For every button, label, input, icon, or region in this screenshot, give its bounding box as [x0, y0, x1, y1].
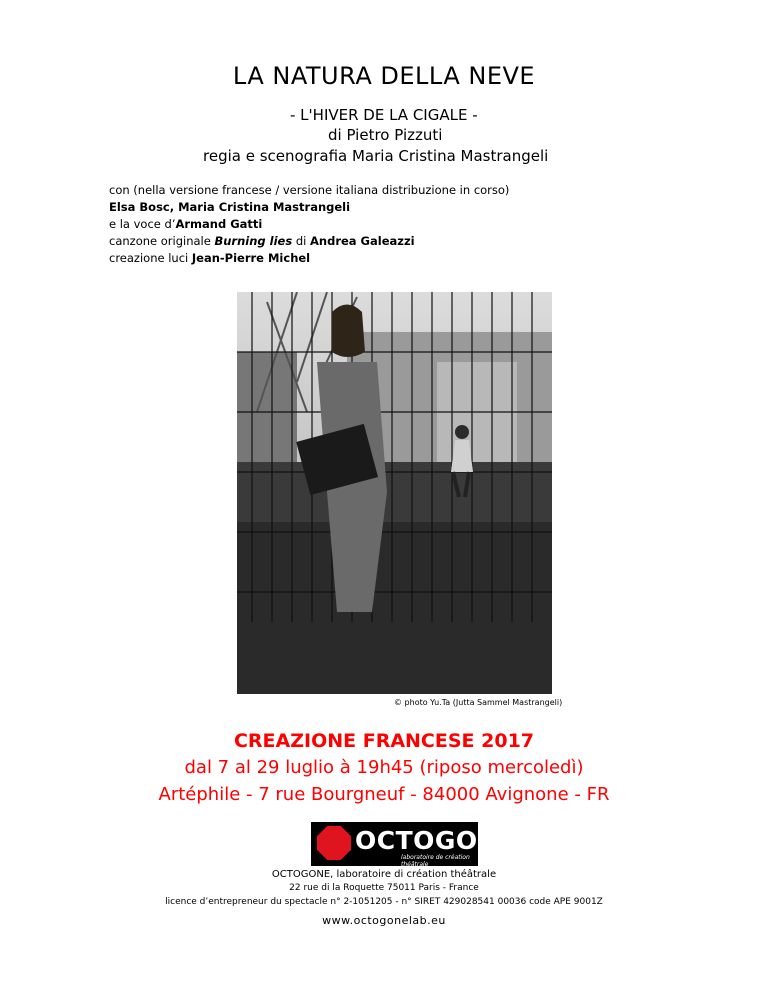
- poster-subtitle: - L'HIVER DE LA CIGALE -: [290, 106, 478, 124]
- author-line: di Pietro Pizzuti: [328, 126, 443, 144]
- voice-prefix: e la voce d’: [109, 217, 176, 231]
- event-headline: CREAZIONE FRANCESE 2017: [233, 730, 535, 752]
- song-mid: di: [292, 234, 310, 248]
- footer-org: OCTOGONE, laboratoire di création théâtrale: [271, 869, 497, 880]
- logo-tagline: laboratoire de création théâtrale: [401, 854, 470, 868]
- song-prefix: canzone originale: [109, 234, 215, 248]
- octogone-logo: [311, 822, 517, 868]
- actors: Elsa Bosc, Maria Cristina Mastrangeli: [109, 200, 351, 214]
- octagon-icon: [317, 826, 351, 860]
- song-title: Burning lies: [214, 234, 293, 248]
- lights-name: Jean-Pierre Michel: [191, 251, 311, 265]
- footer-license: licence d’entrepreneur du spectacle n° 2-1051205 - n° SIRET 429028541 00036 code APE 9001Z: [165, 897, 603, 907]
- director-line: regia e scenografia Maria Cristina Mastrangeli: [203, 147, 549, 165]
- credits-intro: con (nella versione francese / versione italiana distribuzione in corso): [109, 183, 510, 197]
- footer-address: 22 rue di la Roquette 75011 Paris - France: [289, 883, 479, 893]
- voice-name: Armand Gatti: [175, 217, 263, 231]
- event-venue: Artéphile - 7 rue Bourgneuf - 84000 Avignone - FR: [158, 784, 610, 805]
- production-photo: [237, 292, 552, 694]
- song-author: Andrea Galeazzi: [310, 234, 415, 248]
- photo-caption: © photo Yu.Ta (Jutta Sammel Mastrangeli): [394, 698, 563, 707]
- website-link[interactable]: www.octogonelab.eu: [322, 914, 446, 927]
- credits-block: [109, 182, 509, 267]
- lights-prefix: creazione luci: [109, 251, 192, 265]
- event-dates: dal 7 al 29 luglio à 19h45 (riposo mercoledì): [184, 757, 584, 778]
- logo-wordmark: OCTOGONE: [355, 826, 517, 855]
- poster-title: LA NATURA DELLA NEVE: [232, 62, 536, 90]
